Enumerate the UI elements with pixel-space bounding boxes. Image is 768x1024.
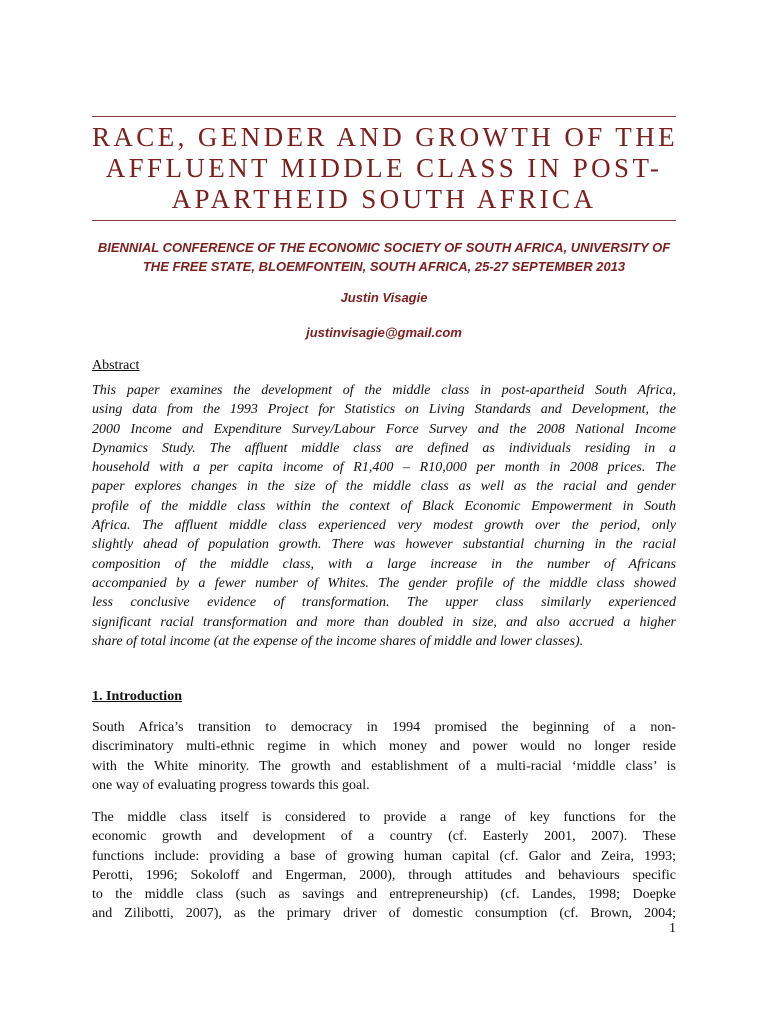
abstract-line: Dynamics Study. The affluent middle class are defined as individuals residing in a	[92, 440, 676, 456]
paper-title	[92, 122, 676, 215]
paragraph-line: functions include: providing a base of growing human capital (cf. Galor and Zeira, 1993;	[92, 848, 676, 864]
introduction-paragraph-1	[92, 718, 676, 795]
paragraph-line: discriminatory multi-ethnic regime in which money and power would no longer reside	[92, 739, 676, 755]
abstract-line: paper explores changes in the size of the middle class as well as the racial and gender	[92, 479, 676, 495]
paragraph-line: to the middle class (such as savings and entrepreneurship) (cf. Landes, 1998; Doepke	[92, 887, 676, 903]
abstract-line: household with a per capita income of R1,400 – R10,000 per month in 2008 prices. The	[92, 460, 676, 476]
abstract-line: less conclusive evidence of transformation. The upper class similarly experienced	[92, 595, 676, 611]
abstract-line: This paper examines the development of the middle class in post-apartheid South Africa,	[92, 383, 676, 398]
conference-line: THE FREE STATE, BLOEMFONTEIN, SOUTH AFRICA, 25-27 SEPTEMBER 2013	[142, 259, 626, 274]
paragraph-line: one way of evaluating progress towards this goal.	[92, 777, 370, 793]
paragraph-line: Perotti, 1996; Sokoloff and Engerman, 2000), through attitudes and behaviours specific	[92, 867, 676, 883]
author-name: Justin Visagie	[340, 290, 428, 305]
title-top-rule	[92, 116, 676, 117]
paragraph-line: with the White minority. The growth and establishment of a multi-racial ‘middle class’ is	[92, 758, 676, 774]
abstract-line: using data from the 1993 Project for Statistics on Living Standards and Development, the	[92, 402, 676, 418]
title-bottom-rule	[92, 220, 676, 221]
conference-line: BIENNIAL CONFERENCE OF THE ECONOMIC SOCIETY OF SOUTH AFRICA, UNIVERSITY OF	[97, 240, 671, 255]
abstract-line: significant racial transformation and more than doubled in size, and also accrued a higher	[92, 614, 676, 630]
introduction-paragraph-2	[92, 808, 676, 924]
abstract-line: composition of the middle class, with a large increase in the number of Africans	[92, 556, 676, 572]
paragraph-line: and Zilibotti, 2007), as the primary driver of domestic consumption (cf. Brown, 2004;	[92, 906, 676, 922]
title-line: APARTHEID SOUTH AFRICA	[171, 184, 597, 214]
author-email: justinvisagie@gmail.com	[306, 325, 462, 340]
abstract-line: slightly ahead of population growth. There was however substantial churning in the racial	[92, 537, 676, 553]
paragraph-line: The middle class itself is considered to provide a range of key functions for the	[92, 810, 676, 825]
introduction-heading: 1. Introduction	[92, 689, 182, 704]
abstract-line: share of total income (at the expense of the income shares of middle and lower classes).	[92, 633, 584, 649]
conference-info	[92, 238, 676, 276]
abstract-heading: Abstract	[92, 358, 140, 373]
abstract-line: 2000 Income and Expenditure Survey/Labour Force Survey and the 2008 National Income	[92, 421, 676, 437]
paragraph-line: South Africa’s transition to democracy in 1994 promised the beginning of a non-	[92, 720, 676, 735]
abstract-line: Africa. The affluent middle class experienced very modest growth over the period, only	[92, 518, 676, 534]
page-number: 1	[669, 921, 676, 936]
abstract-body	[92, 381, 676, 651]
title-line: RACE, GENDER AND GROWTH OF THE	[92, 122, 678, 152]
title-line: AFFLUENT MIDDLE CLASS IN POST-	[105, 153, 663, 183]
paragraph-line: economic growth and development of a country (cf. Easterly 2001, 2007). These	[92, 829, 676, 845]
abstract-line: accompanied by a fewer number of Whites. The gender profile of the middle class showed	[92, 575, 676, 591]
abstract-line: profile of the middle class within the context of Black Economic Empowerment in South	[92, 498, 676, 514]
